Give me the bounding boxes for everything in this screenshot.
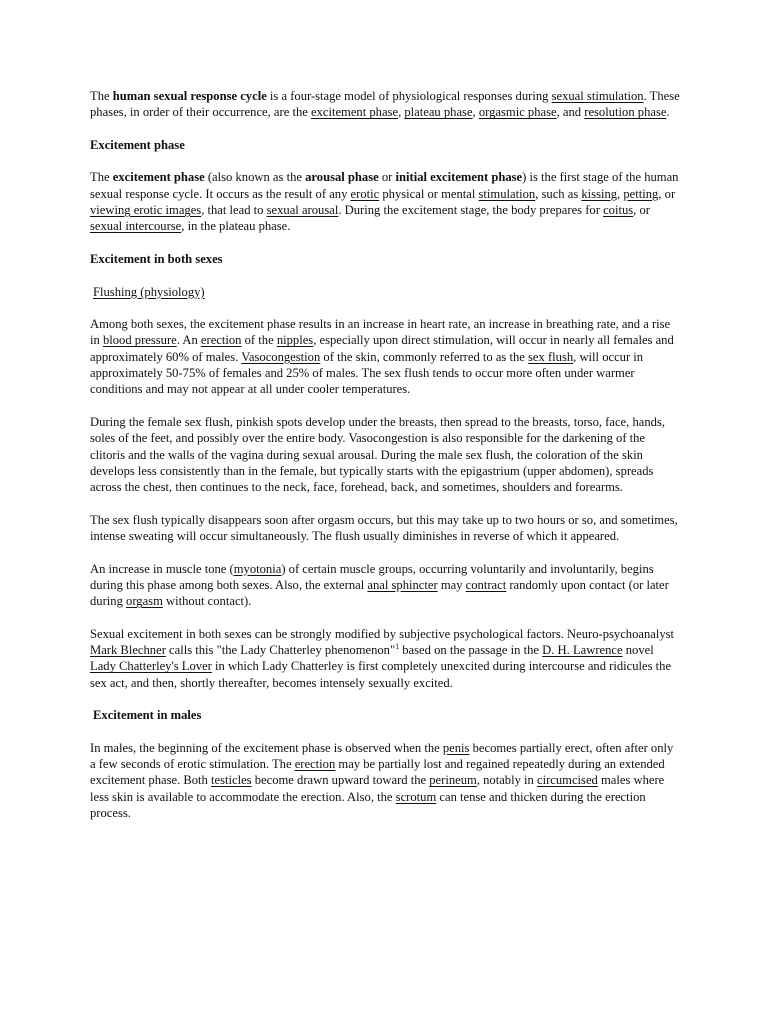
text: , or	[633, 203, 650, 218]
link-erotic[interactable]: erotic	[350, 186, 380, 201]
link-sexual-stimulation[interactable]: sexual stimulation	[551, 89, 644, 103]
bold-term: arousal phase	[305, 170, 379, 185]
text: Sexual excitement in both sexes can be strongly modified by subjective psychological factors. Neuro-psychoanalyst	[90, 626, 675, 641]
text: may	[437, 577, 466, 592]
text: calls this "the Lady Chatterley phenomenon"	[165, 643, 396, 658]
link-flushing-physiology[interactable]: Flushing (physiology)	[93, 284, 205, 299]
text: ) of certain muscle groups, occurring voluntarily and involuntarily, begins during this phase among both sexes. Also, the external	[90, 561, 654, 592]
both-sexes-paragraph-3: The sex flush typically disappears soon after orgasm occurs, but this may take up to two hours or so, and sometimes, intense sweating will occur simultaneously. The flush usually diminishes in reverse of which it appeared.	[90, 512, 678, 544]
bold-term: excitement phase	[112, 170, 205, 185]
both-sexes-paragraph-5	[90, 626, 682, 691]
flushing-link-paragraph	[90, 284, 682, 300]
link-kissing[interactable]: kissing	[581, 186, 618, 201]
bold-term: human sexual response cycle	[112, 89, 267, 103]
text: based on the passage in the	[399, 643, 543, 658]
bold-term: initial excitement phase	[395, 170, 523, 185]
text: ,	[472, 105, 479, 120]
text: can tense and thicken during the erection process.	[90, 789, 646, 821]
link-penis[interactable]: penis	[442, 740, 470, 755]
text: becomes partially erect, often after only a few seconds of erotic stimulation. The	[90, 740, 674, 772]
text: is a four-stage model of physiological responses during	[266, 89, 552, 103]
link-blood-pressure[interactable]: blood pressure	[102, 333, 177, 348]
heading-excitement-phase: Excitement phase	[90, 137, 185, 152]
text: without contact).	[162, 594, 252, 609]
text: . During the excitement stage, the body prepares for	[338, 203, 604, 218]
text: , especially upon direct stimulation, will occur in nearly all females and approximately 60% of males.	[90, 333, 674, 364]
link-mark-blechner[interactable]: Mark Blechner	[90, 643, 166, 658]
link-stimulation[interactable]: stimulation	[478, 186, 536, 201]
text: novel	[622, 643, 654, 658]
link-anal-sphincter[interactable]: anal sphincter	[367, 577, 438, 592]
text: , that lead to	[201, 203, 267, 218]
link-viewing-erotic-images[interactable]: viewing erotic images	[90, 203, 202, 218]
link-scrotum[interactable]: scrotum	[395, 789, 437, 804]
link-orgasmic-phase[interactable]: orgasmic phase	[478, 105, 557, 120]
text: randomly upon contact (or later during	[90, 577, 669, 609]
text: of the	[241, 333, 277, 348]
link-vasocongestion[interactable]: Vasocongestion	[241, 349, 321, 364]
text: ) is the first stage of the human sexual response cycle. It occurs as the result of any	[90, 170, 679, 201]
link-petting[interactable]: petting	[623, 186, 659, 201]
text: physical or mental	[379, 186, 479, 201]
link-sexual-arousal[interactable]: sexual arousal	[266, 203, 339, 218]
both-sexes-paragraph-2: During the female sex flush, pinkish spots develop under the breasts, then spread to the breasts, torso, face, hands, soles of the feet, and possibly over the entire body. Vasocongestion is also responsible for the darkening of the clitoris and the walls of the vagina during sexual arousal. During the male sex flush, the coloration of the skin develops less consistently than in the female, but typically starts with the epigastrium (upper abdomen), spreads across the chest, then continues to the neck, face, forehead, back, and sometimes, shoulders and forearms.	[90, 414, 665, 495]
text: . These phases, in order of their occurrence, are the	[90, 89, 680, 120]
link-orgasm[interactable]: orgasm	[126, 594, 163, 609]
text: The	[90, 89, 113, 103]
text: . An	[176, 333, 201, 348]
text: (also known as the	[204, 170, 306, 185]
link-contract[interactable]: contract	[465, 577, 507, 592]
link-erection[interactable]: erection	[294, 757, 336, 772]
text: An increase in muscle tone (	[90, 561, 234, 576]
heading-excitement-males: Excitement in males	[93, 708, 202, 723]
text: , and	[556, 105, 585, 120]
link-erection[interactable]: erection	[200, 333, 242, 348]
link-sex-flush[interactable]: sex flush	[528, 349, 574, 364]
link-testicles[interactable]: testicles	[211, 773, 252, 788]
link-coitus[interactable]: coitus	[603, 203, 634, 218]
link-resolution-phase[interactable]: resolution phase	[584, 105, 667, 120]
document-body	[90, 88, 682, 838]
text: of the skin, commonly referred to as the	[320, 349, 529, 364]
link-perineum[interactable]: perineum	[429, 773, 477, 788]
heading-excitement-both-sexes: Excitement in both sexes	[90, 251, 223, 266]
text: ,	[617, 186, 624, 201]
text: in which Lady Chatterley is first completely unexcited during intercourse and ridicules the sex act, and then, shortly thereafter, becomes intensely sexually excited.	[90, 659, 672, 690]
link-sexual-intercourse[interactable]: sexual intercourse	[90, 219, 182, 234]
text: males where less skin is available to accommodate the erection. Also, the	[90, 773, 665, 804]
text: or	[378, 170, 396, 185]
text: Among both sexes, the excitement phase results in an increase in heart rate, an increase in breathing rate, and a rise in	[90, 317, 671, 348]
text: , in the plateau phase.	[181, 219, 291, 234]
link-nipples[interactable]: nipples	[276, 333, 314, 348]
text: , or	[658, 186, 676, 201]
footnote-marker[interactable]: 1	[395, 641, 400, 651]
link-myotonia[interactable]: myotonia	[233, 561, 282, 576]
text: , such as	[535, 186, 582, 201]
text: may be partially lost and regained repeatedly during an extended excitement phase. Both	[90, 757, 665, 788]
excitement-paragraph	[90, 169, 682, 234]
link-dh-lawrence[interactable]: D. H. Lawrence	[542, 643, 623, 658]
text: , will occur in approximately 50-75% of females and 25% of males. The sex flush tends to occur more often under warmer conditions and may not appear at all under cooler temperatures.	[90, 349, 644, 397]
text: ,	[398, 105, 405, 120]
males-paragraph	[90, 740, 682, 821]
link-circumcised[interactable]: circumcised	[536, 773, 598, 788]
text: The	[90, 170, 113, 185]
intro-paragraph	[90, 88, 682, 121]
both-sexes-paragraph-1	[90, 316, 682, 397]
link-excitement-phase[interactable]: excitement phase	[310, 105, 399, 120]
text: become drawn upward toward the	[251, 773, 430, 788]
link-lady-chatterleys-lover[interactable]: Lady Chatterley's Lover	[90, 659, 212, 674]
text: In males, the beginning of the excitement phase is observed when the	[90, 740, 443, 755]
text: .	[666, 105, 670, 120]
link-plateau-phase[interactable]: plateau phase	[404, 105, 473, 120]
text: , notably in	[476, 773, 537, 788]
both-sexes-paragraph-4	[90, 561, 682, 610]
